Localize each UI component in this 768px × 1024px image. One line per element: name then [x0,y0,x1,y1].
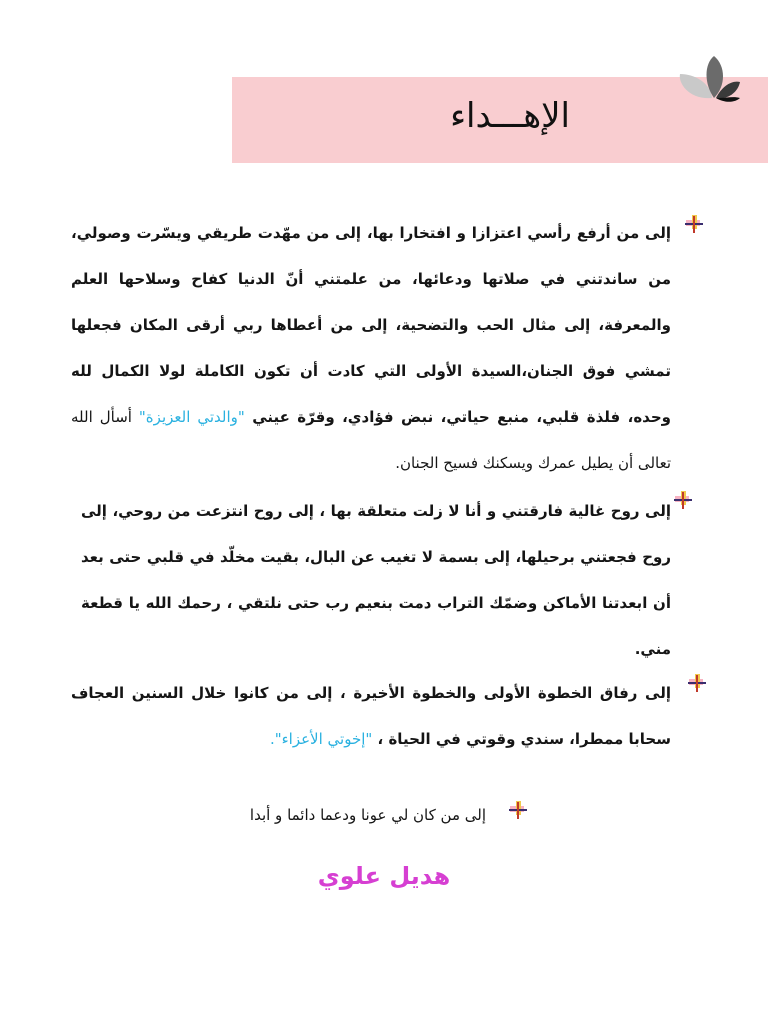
dedication-siblings [71,670,671,762]
paragraph-text: إلى روح غالية فارقتني و أنا لا زلت متعلقة بها ، إلى روح انتزعت من روحي، إلى روح فجعتني برحيلها، إلى بسمة لا تغيب عن البال، بقيت مخلّد في قلبي حتى بعد أن ابعدتنا الأماكن وضمّك التراب دمت بنعيم رب حتى نلتقي ، رحمك الله يا قطعة مني. [81,502,671,658]
dedication-departed [81,488,671,672]
paragraph-text: إلى من أرفع رأسي اعتزازا و افتخارا بها، إلى من مهّدت طريقي ويسّرت وصولي، من ساندتني في صلاتها ودعائها، من علمتني أنّ الدنيا كفاح وسلاحها العلم والمعرفة، إلى مثال الحب والتضحية، إلى من أعطاها ربي أرقى المكان فجعلها تمشي فوق الجنان،السيدة الأولى التي كادت أن تكون الكاملة لولا الكمال لله وحده، فلذة قلبي، منبع حياتي، نبض فؤادي، وقرّة عيني [71,224,671,426]
leaf-icon [670,48,750,108]
highlight-siblings: "إخوتي الأعزاء". [269,730,373,748]
paragraph-text: إلى رفاق الخطوة الأولى والخطوة الأخيرة ، إلى من كانوا خلال السنين العجاف سحابا ممطرا، سندي وقوتي في الحياة ، [71,684,671,748]
highlight-mother: "والدتي العزيزة" [138,408,245,426]
dedication-supporters [86,797,486,833]
cross-bullet-icon [686,672,708,694]
paragraph-text: إلى من كان لي عونا ودعما دائما و أبدا [249,806,486,824]
cross-bullet-icon [507,799,529,821]
signature: هديل علوي [317,862,451,890]
page-title: الإهـــداء [450,96,570,136]
dedication-mother [71,210,671,486]
paragraph-text-end: أسأل الله تعالى أن يطيل عمرك ويسكنك فسيح الجنان. [71,408,671,472]
cross-bullet-icon [683,213,705,235]
cross-bullet-icon [672,489,694,511]
